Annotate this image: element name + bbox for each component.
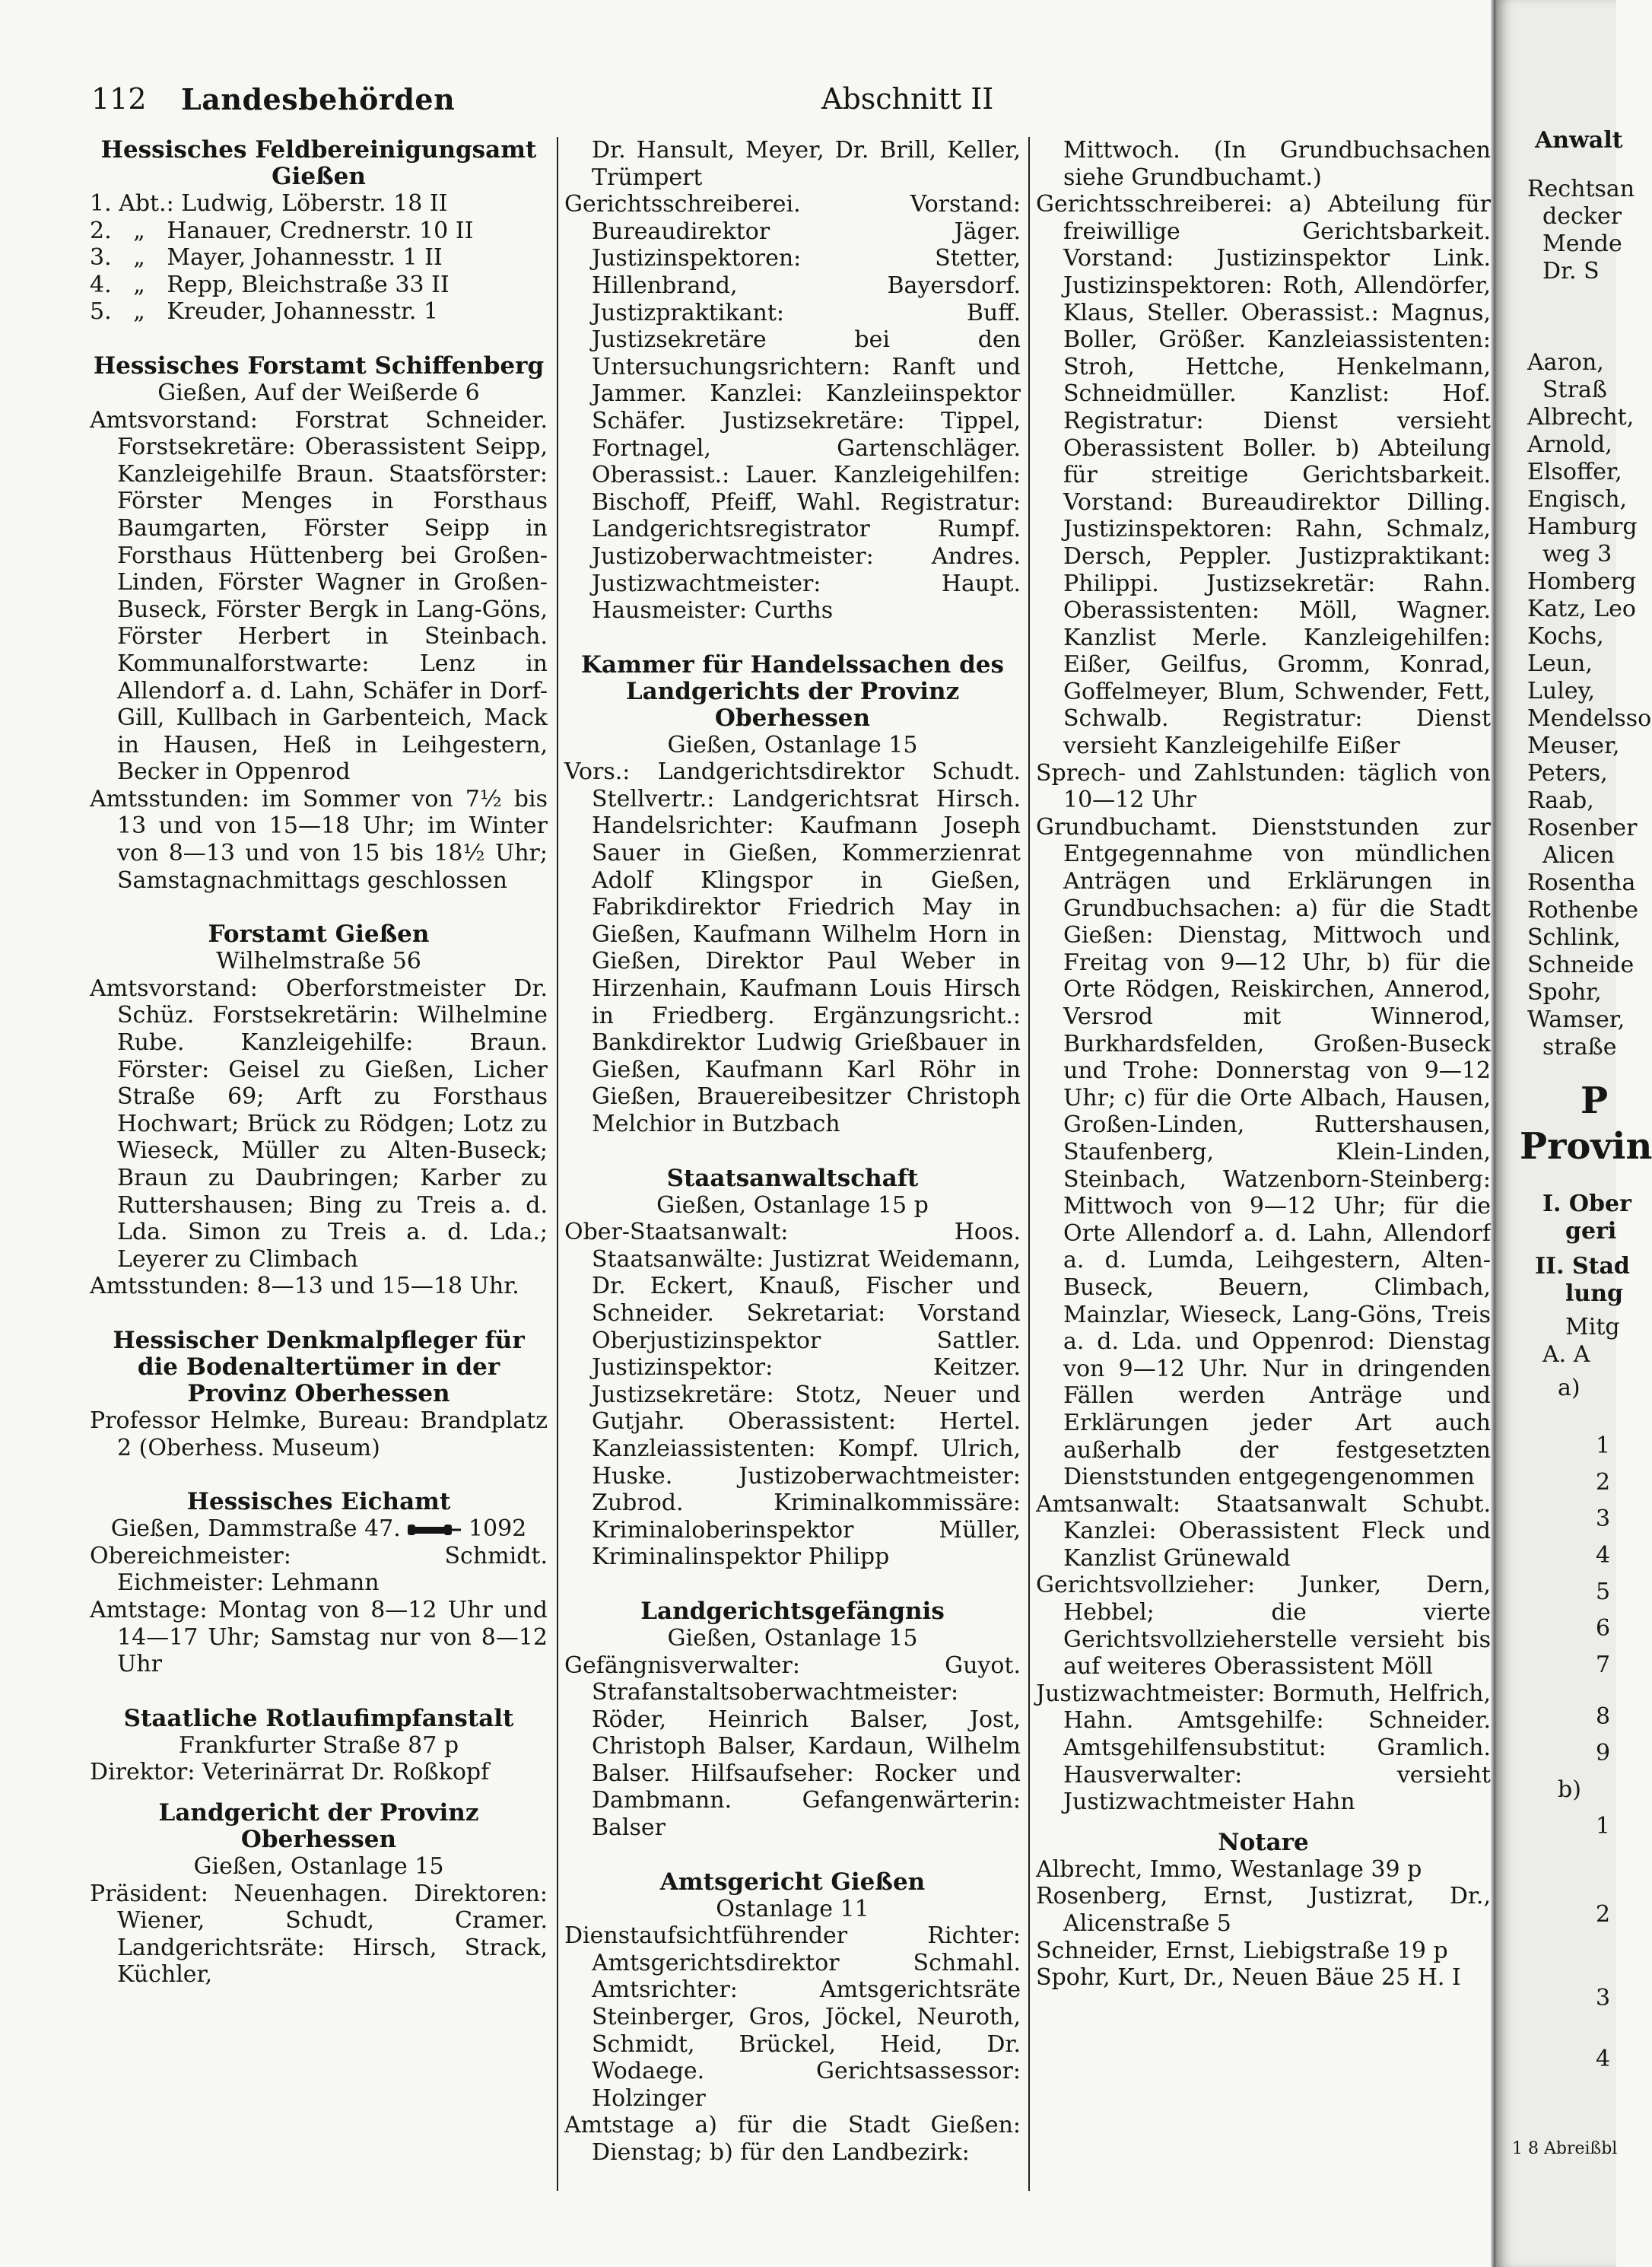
entry-text: Professor Helmke, Bureau: Brandplatz 2 (Oberhess. Museum)	[90, 1407, 548, 1461]
list-item: 4. „ Repp, Bleichstraße 33 II	[90, 271, 450, 298]
office-days: Amtstage a) für die Stadt Gießen: Dienstag; b) für den Landbezirk:	[564, 2112, 1021, 2166]
heading-amtsgericht: Amtsgericht Gießen	[659, 1868, 926, 1896]
fragment-text: geri	[1565, 1218, 1617, 1245]
heading-rotlaufimpfanstalt: Staatliche Rotlaufimpfanstalt	[123, 1704, 514, 1732]
fragment-text: weg 3	[1542, 541, 1612, 568]
heading-forstamt-giessen: Forstamt Gießen	[208, 920, 430, 949]
entry-text: Justizwachtmeister: Bormuth, Helfrich, Hahn. Amtsgehilfe: Schneider. Amtsgehilfensubstitut: Gramlich. Hausverwalter: versieht Justizwachtmeister Hahn	[1036, 1680, 1491, 1816]
entry-text: Präsident: Neuenhagen. Direktoren: Wiener, Schudt, Cramer. Landgerichtsräte: Hirsch, Strack, Küchler,	[90, 1880, 548, 1989]
heading-denkmalpfleger: Hessischer Denkmalpfleger für die Bodenaltertümer in der Provinz Oberhessen	[113, 1326, 525, 1407]
column-1	[90, 137, 548, 1989]
address: Gießen, Dammstraße 47.	[110, 1515, 401, 1543]
facing-page-fragment	[1497, 0, 1652, 2267]
section-title: Abschnitt II	[821, 82, 994, 116]
column-divider	[1028, 137, 1030, 2191]
list-item: Rosenberg, Ernst, Justizrat, Dr., Alicenstraße 5	[1036, 1883, 1491, 1937]
fragment-text: II. Stad	[1535, 1253, 1630, 1280]
phone-number: 1092	[468, 1515, 527, 1543]
office-hours: Sprech- und Zahlstunden: täglich von 10—12 Uhr	[1036, 759, 1491, 814]
fragment-text: Raab,	[1527, 787, 1594, 814]
entry-text: Obereichmeister: Schmidt. Eichmeister: Lehmann	[90, 1542, 548, 1597]
entry-text: Amtsanwalt: Staatsanwalt Schubt. Kanzlei: Oberassistent Fleck und Kanzlist Grünewald	[1036, 1490, 1491, 1572]
fragment-text: Arnold,	[1527, 431, 1612, 458]
address: Ostanlage 11	[716, 1895, 869, 1922]
fragment-text: Kochs,	[1527, 623, 1604, 650]
fragment-text: Aaron,	[1527, 349, 1604, 376]
fragment-text: Mitg	[1565, 1314, 1620, 1340]
column-3	[1036, 137, 1491, 1992]
running-title: Landesbehörden	[181, 82, 456, 116]
entry-text: Amtsvorstand: Forstrat Schneider. Forstsekretäre: Oberassistent Seipp, Kanzleigehilfe Braun. Staatsförster: Förster Menges in Forsthaus Baumgarten, Förster Seipp in Forsthaus Hüttenberg bei Großen-Linden, Förster Wagner in Großen-Buseck, Förster Bergk in Lang-Göns, Förster Herbert in Steinbach. Kommunalforstwarte: Lenz in Allendorf a. d. Lahn, Schäfer in Dorf-Gill, Kullbach in Garbenteich, Mack in Hausen, Heß in Leihgestern, Becker in Oppenrod	[90, 406, 548, 786]
heading-staatsanwaltschaft: Staatsanwaltschaft	[666, 1164, 919, 1192]
fragment-text: straße	[1542, 1034, 1617, 1060]
fragment-text: 3	[1596, 1506, 1611, 1532]
fragment-text: Dr. S	[1542, 258, 1600, 285]
fragment-text: 6	[1596, 1615, 1611, 1642]
heading-forstamt-schiffenberg: Hessisches Forstamt Schiffenberg	[93, 351, 545, 380]
list-item: Spohr, Kurt, Dr., Neuen Bäue 25 H. I	[1036, 1964, 1461, 1992]
entry-text: Gerichtsschreiberei: a) Abteilung für freiwillige Gerichtsbarkeit. Vorstand: Justizinspektor Link. Justizinspektoren: Roth, Allendörfer, Klaus, Steller. Oberassist.: Magnus, Boller, Größer. Kanzleiassistenten: Stroh, Hettche, Henkelmann, Schneidmüller. Kanzlist: Hof. Registratur: Dienst versieht Oberassistent Boller. b) Abteilung für streitige Gerichtsbarkeit. Vorstand: Bureaudirektor Dilling. Justizinspektoren: Rahn, Schmalz, Dersch, Peppler. Justizpraktikant: Philippi. Justizsekretär: Rahn. Oberassistenten: Möll, Wagner. Kanzlist Merle. Kanzleigehilfen: Eißer, Geilfus, Gromm, Konrad, Goffelmeyer, Blum, Schwender, Fett, Schwalb. Registratur: Dienst versieht Kanzleigehilfe Eißer	[1036, 191, 1491, 760]
office-hours: Amtsstunden: 8—13 und 15—18 Uhr.	[90, 1273, 519, 1300]
fragment-text: 1	[1596, 1432, 1611, 1459]
address: Gießen, Ostanlage 15	[667, 1624, 918, 1652]
fragment-text: 9	[1596, 1740, 1611, 1766]
entry-text: Gerichtsvollzieher: Junker, Dern, Hebbel; die vierte Gerichtsvollzieherstelle versieht bis auf weiteres Oberassistent Möll	[1036, 1572, 1491, 1680]
list-item: 5. „ Kreuder, Johannesstr. 1	[90, 298, 439, 326]
office-hours: Amtsstunden: im Sommer von 7½ bis 13 und von 15—18 Uhr; im Winter von 8—13 und von 15 bis 18½ Uhr; Samstagnachmittags geschlossen	[90, 785, 548, 894]
fragment-text: 7	[1596, 1652, 1611, 1678]
heading-feldbereinigungsamt: Hessisches Feldbereinigungsamt Gießen	[100, 136, 537, 190]
list-item: 3. „ Mayer, Johannesstr. 1 II	[90, 244, 443, 272]
heading-eichamt: Hessisches Eichamt	[186, 1488, 451, 1516]
heading-landgerichtsgefaengnis: Landgerichtsgefängnis	[640, 1597, 945, 1625]
fragment-text: Rosenber	[1527, 815, 1638, 841]
fragment-text: Mendelsso	[1527, 705, 1652, 732]
fragment-text: Schneide	[1527, 952, 1635, 978]
fragment-text: Wamser,	[1527, 1006, 1625, 1033]
address: Gießen, Ostanlage 15	[193, 1852, 444, 1880]
fragment-text: 3	[1596, 1985, 1611, 2011]
heading-kammer-handelssachen: Kammer für Handelssachen des Landgerichts der Provinz Oberhessen	[581, 650, 1004, 732]
fragment-text: 2	[1596, 1901, 1611, 1928]
entry-text: Gefängnisverwalter: Guyot. Strafanstaltsoberwachtmeister: Röder, Heinrich Balser, Jost, Christoph Balser, Kardaun, Wilhelm Balser. Hilfsaufseher: Rocker und Dambmann. Gefangenwärterin: Balser	[564, 1652, 1021, 1842]
fragment-text: I. Ober	[1542, 1191, 1631, 1217]
heading-notare: Notare	[1218, 1828, 1309, 1856]
fragment-text: Homberg	[1527, 568, 1637, 595]
fragment-text: Albrecht,	[1527, 404, 1635, 431]
entry-text: Dienstaufsichtführender Richter: Amtsgerichtsdirektor Schmahl. Amtsrichter: Amtsgerichtsräte Steinberger, Gros, Jöckel, Neuroth, Schmidt, Brückel, Heid, Dr. Wodaege. Gerichtsassessor: Holzinger	[564, 1922, 1021, 2112]
fragment-text: decker	[1542, 203, 1622, 230]
list-item: 2. „ Hanauer, Crednerstr. 10 II	[90, 217, 474, 244]
fragment-text: Katz, Leo	[1527, 596, 1636, 622]
address: Wilhelmstraße 56	[216, 948, 421, 975]
telephone-icon	[408, 1522, 461, 1537]
fragment-text: P	[1581, 1079, 1609, 1122]
fragment-text: Provin	[1520, 1125, 1652, 1168]
fragment-text: Rothenbe	[1527, 897, 1639, 924]
entry-text: Gerichtsschreiberei. Vorstand: Bureaudirektor Jäger. Justizinspektoren: Stetter, Hillenbrand, Bayersdorf. Justizpraktikant: Buff. Justizsekretäre bei den Untersuchungsrichtern: Ranft und Jammer. Kanzlei: Kanzleiinspektor Schäfer. Justizsekretäre: Tippel, Fortnagel, Gartenschläger. Oberassist.: Lauer. Kanzleigehilfen: Bischoff, Pfeiff, Wahl. Registratur: Landgerichtsregistrator Rumpf. Justizoberwachtmeister: Andres. Justizwachtmeister: Haupt. Hausmeister: Curths	[564, 191, 1021, 625]
address: Frankfurter Straße 87 p	[178, 1731, 459, 1759]
fragment-text: 4	[1596, 1542, 1611, 1569]
fragment-text: Meuser,	[1527, 733, 1620, 759]
fragment-text: b)	[1558, 1776, 1581, 1803]
fragment-text: Mende	[1542, 231, 1622, 257]
address-with-phone	[90, 1515, 548, 1543]
fragment-text: Anwalt	[1535, 127, 1623, 154]
fragment-text: Luley,	[1527, 678, 1596, 704]
column-2	[564, 137, 1021, 2167]
fragment-text: Peters,	[1527, 760, 1608, 787]
fragment-text: 1	[1596, 1813, 1611, 1839]
fragment-text: Spohr,	[1527, 979, 1602, 1006]
address: Gießen, Ostanlage 15 p	[656, 1191, 929, 1219]
page-number: 112	[91, 82, 147, 116]
list-item: 1. Abt.: Ludwig, Löberstr. 18 II	[90, 190, 448, 217]
fragment-text: 8	[1596, 1703, 1611, 1730]
entry-text: Vors.: Landgerichtsdirektor Schudt. Stellvertr.: Landgerichtsrat Hirsch. Handelsrichter: Kaufmann Joseph Sauer in Gießen, Kommerzienrat Adolf Klingspor in Gießen, Fabrikdirektor Friedrich May in Gießen, Kaufmann Wilhelm Horn in Gießen, Direktor Paul Weber in Hirzenhain, Kaufmann Louis Hirsch in Friedberg. Ergänzungsricht.: Bankdirektor Ludwig Grießbauer in Gießen, Kaufmann Karl Röhr in Gießen, Brauereibesitzer Christoph Melchior in Butzbach	[564, 758, 1021, 1137]
office-days: Amtstage: Montag von 8—12 Uhr und 14—17 Uhr; Samstag nur von 8—12 Uhr	[90, 1596, 548, 1678]
entry-text: Mittwoch. (In Grundbuchsachen siehe Grundbuchamt.)	[1063, 137, 1491, 191]
fragment-text: Alicen	[1542, 842, 1615, 869]
entry-text: Direktor: Veterinärrat Dr. Roßkopf	[90, 1759, 490, 1786]
fragment-text: lung	[1565, 1280, 1623, 1307]
fragment-text: a)	[1558, 1375, 1581, 1401]
address: Gießen, Auf der Weißerde 6	[157, 379, 480, 406]
fragment-text: 4	[1596, 2046, 1611, 2072]
fragment-text: Rechtsan	[1527, 176, 1635, 202]
entry-text: Amtsvorstand: Oberforstmeister Dr. Schüz. Forstsekretärin: Wilhelmine Rube. Kanzleigehilfe: Braun. Förster: Geisel zu Gießen, Licher Straße 69; Arft zu Forsthaus Hochwart; Brück zu Rödgen; Lotz zu Wieseck, Müller zu Alten-Buseck; Braun zu Daubringen; Karber zu Ruttershausen; Bing zu Treis a. d. Lda. Simon zu Treis a. d. Lda.; Leyerer zu Climbach	[90, 975, 548, 1273]
entry-text: Ober-Staatsanwalt: Hoos. Staatsanwälte: Justizrat Weidemann, Dr. Eckert, Knauß, Fischer und Schneider. Sekretariat: Vorstand Oberjustizinspektor Sattler. Justizinspektor: Keitzer. Justizsekretäre: Stotz, Neuer und Gutjahr. Oberassistent: Hertel. Kanzleiassistenten: Kompf. Ulrich, Huske. Justizoberwachtmeister: Zubrod. Kriminalkommissäre: Kriminaloberinspektor Müller, Kriminalinspektor Philipp	[564, 1219, 1021, 1571]
list-item: Albrecht, Immo, Westanlage 39 p	[1036, 1855, 1422, 1883]
fragment-text: Engisch,	[1527, 486, 1628, 513]
list-item: Schneider, Ernst, Liebigstraße 19 p	[1036, 1937, 1448, 1964]
fragment-text: Straß	[1542, 377, 1607, 403]
entry-text: Grundbuchamt. Dienststunden zur Entgegennahme von mündlichen Anträgen und Erklärungen in Grundbuchsachen: a) für die Stadt Gießen: Dienstag, Mittwoch und Freitag von 9—12 Uhr, b) für die Orte Rödgen, Reiskirchen, Annerod, Versrod mit Winnerod, Burkhardsfelden, Großen-Buseck und Trohe: Donnerstag von 9—12 Uhr; c) für die Orte Albach, Hausen, Großen-Linden, Ruttershausen, Staufenberg, Klein-Linden, Steinbach, Watzenborn-Steinberg: Mittwoch von 9—12 Uhr; für die Orte Allendorf a. d. Lahn, Allendorf a. d. Lumda, Leihgestern, Alten-Buseck, Beuern, Climbach, Mainzlar, Wieseck, Lang-Göns, Treis a. d. Lda. und Oppenrod: Dienstag von 9—12 Uhr. Nur in dringenden Fällen werden Anträge und Erklärungen jeder Art auch außerhalb der festgesetzten Dienststunden entgegengenommen	[1036, 813, 1491, 1491]
fragment-text: Leun,	[1527, 650, 1593, 677]
fragment-text: Elsoffer,	[1527, 459, 1622, 485]
entry-text: Dr. Hansult, Meyer, Dr. Brill, Keller, Trümpert	[592, 137, 1021, 191]
page-header	[91, 82, 1491, 128]
fragment-text: 2	[1596, 1469, 1611, 1496]
address: Gießen, Ostanlage 15	[667, 731, 918, 758]
fragment-text: A. A	[1542, 1341, 1590, 1368]
fragment-text: Hamburg	[1527, 513, 1638, 540]
fragment-text: Rosentha	[1527, 870, 1636, 896]
fragment-text: Schlink,	[1527, 924, 1621, 951]
column-divider	[557, 137, 558, 2191]
heading-landgericht: Landgericht der Provinz Oberhessen	[158, 1798, 479, 1853]
fragment-text: 1 8 Abreißbl	[1512, 2139, 1618, 2158]
fragment-text: 5	[1596, 1579, 1611, 1605]
